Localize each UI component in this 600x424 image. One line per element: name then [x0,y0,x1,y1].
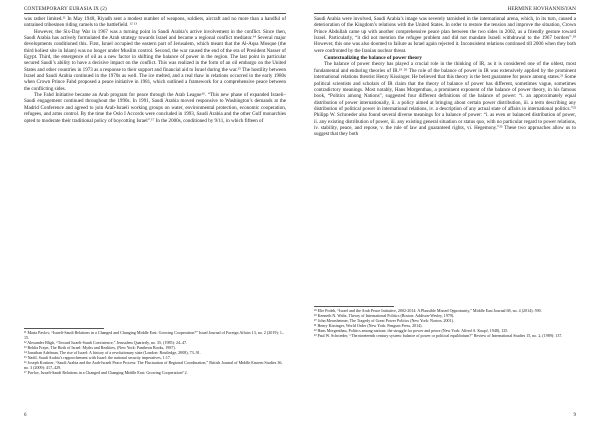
running-header-left: CONTEMPORARY EURASIA IX (2) [24,6,107,12]
footnote: ¹¹ Maria Pavlov, “Israeli-Saudi Relations in a Changed and Changing Middle East: Growing Cooperation?” Israel Journal of Foreign Affairs 13, no. 2 (2019): 1–15. [24,330,284,341]
footnote-rule-left [24,328,104,329]
footnote: ¹² Alexander Bligh, “Toward Israeli-Saudi Coexistence,” Jerusalem Quarterly, no. 35, (1985): 24–47. [24,340,188,346]
page-number-left: 6 [24,413,27,418]
footnote: ¹⁵ Nadil, Saudi Arabia’s rapprochement with Israel: the national security imperatives, 1:17. [24,355,171,361]
right-page [300,0,600,424]
footnote: ²³ Paul W. Schroeder, “The nineteenth century system: balance of power or political equilibrium?” Review of International Studies 15, no. 2, (1989): 137. [314,333,563,339]
footnote: ²¹ Henry Kissinger, World Order (New York: Penguin Press, 2014). [314,323,423,329]
paragraph: Saudi Arabia were involved, Saudi Arabia’s image was severely tarnished in the international arena, which, in its turn, caused a deterioration of the Kingdom’s relations with the United States. In order to restore the tension and improve the situation, Crown Prince Abdullah came up with another comprehensive peace plan between the two sides in 2002, as a friendly gesture toward Israel. Particularly, “it did not mention the refugee problem and did not mandate Israeli withdrawal to the 1967 borders”.¹⁸ However, this one was also doomed to failure as Israel again rejected it. Inconsistent relations continued till 2006 when they both were confronted by the Iranian nuclear threat. [314,16,576,54]
paragraph: However, the Six-Day War in 1967 was a turning point in Saudi Arabia’s active involvement in the conflict. Since then, Saudi Arabia has actively formulated the Arab strategy towards Israel and became a regional conflict mediator.¹⁴ Several major developments conditioned this. First, Israel occupied the eastern part of Jerusalem, which meant that the Al-Aqsa Mosque (the third holiest site in Islam) was no longer under Muslim control. Second, the war caused the end of the era of President Nasser of Egypt. Third, the emergence of oil as a new factor in shifting the balance of power in the region. The last point in particular secured Saudi’s ability to have a decisive impact on the conflict. This was realized in the form of an oil embargo on the United States and other countries in 1973 as a response to their support and financial aid to Israel during the war.¹⁵ The hostility between Israel and Saudi Arabia continued in the 1970s as well. The ice melted, and a real thaw in relations occurred in the early 1980s when Crown Prince Fahd proposed a peace initiative in 1981, which outlined a framework for a comprehensive peace between the conflicting sides. [24,28,286,92]
body-text-right [314,16,576,138]
running-header-right: HERMINE HOVHANNISYAN [507,6,576,12]
footnote: ²² Hans Morgenthau, Politics among nations: the struggle for power and peace (New York: Alfred A. Knopf, 1948), 125. [314,328,509,334]
body-text-left [24,16,286,124]
footnote: ¹⁹ Kenneth N. Waltz, Theory of International Politics (Boston: Addison-Wesley, 1979). [314,313,455,319]
header-rule-right [314,13,576,14]
footnote: ¹⁴ Jonathan Adelman, The rise of Israel: A history of a revolutionary state (London: Routledge, 2008), 73–91. [24,350,201,356]
footnote: ¹⁷ Pavlov, Israeli-Saudi Relations in a Changed and Changing Middle East: Growing Cooperation? 2. [24,370,188,376]
footnote: ¹⁶ Joseph Kostiner, “Saudi Arabia and the Arab-Israeli Peace Process: The Fluctuation of Regional Coordination,” British Journal of Middle Eastern Studies 36, no. 3 (2009): 417–429. [24,360,283,371]
paragraph: The Fahd Initiative became an Arab program for peace through the Arab League¹⁶. “This new phase of expanded Israeli–Saudi engagement continued throughout the 1990s. In 1991, Saudi Arabia moved responsive to Washington’s demands at the Madrid Conference and agreed to join Arab-Israeli working groups on water, environmental protection, economic cooperation, refugees, and arms control. By the time the Oslo I Accords were concluded in 1993, Saudi Arabia and the other Gulf monarchies opted to moderate their traditional policy of boycotting Israel”.¹⁷ In the 2000s, conditioned by 9/11, in which fifteen of [24,92,286,124]
paragraph: was rather limited.¹¹ In May 1948, Riyadh sent a modest number of weapons, soldiers, aircraft and no more than a handful of untrained tribesmen riding camels to the battlefield. ¹² ¹³ [24,16,286,29]
paragraph: The balance of power theory has played a crucial role in the thinking of IR, as it is considered one of the oldest, most fundamental and enduring theories of IR.¹⁹ ²⁰ The role of the balance of power in IR was extensively applied by the prominent international relations theorist Henry Kissinger. He believed that this theory is the best guarantee for peace among states.²¹ Some political scientists and scholars of IR claim that the theory of balance of power has different, sometimes vague, sometimes contradictory meanings. Most notably, Hans Morgenthau, a prominent exponent of the balance of power theory, in his famous book, “Politics among Nations”, suggested four different definitions of the balance of power: “i. an approximately equal distribution of power internationally, ii. a policy aimed at bringing about certain power distribution, iii. a term describing any distribution of political power in international relations, iv. a description of any actual state of affairs in international politics.”²² Philipp W. Schroeder also found several diverse meanings for a balance of power: “i. as even or balanced distribution of power, ii. any existing distribution of power, iii. any existing general situation or status quo, with no particular regard to power relations, iv. stability, peace, and repose, v. the rule of law and guaranteed rights, vi. Hegemony.”²³ These two approaches allow us to suggest that they both [314,61,576,138]
footnotes-right [314,308,576,338]
section-heading: Contextualizing the balance of power theory [324,55,423,62]
footnote-rule-right [314,306,394,307]
footnotes-left [24,330,286,375]
header-rule-left [24,13,286,14]
footnote: ¹⁸ Elie Podeh, “Israel and the Arab Peace Initiative, 2002-2014: A Plausible Missed Opportunity,” Middle East Journal 68, no. 4 (2014): 590. [314,308,542,313]
footnote: ²⁰ John Mearsheimer, The Tragedy of Great Power Politics (New York: Norton, 2001). [314,318,454,324]
footnote: ¹³ Rehlia Frayn, The Birth of Israel: Myths and Realities, (New York: Pantheon Books, 1987). [24,345,176,351]
page-number-right: 9 [573,413,576,418]
